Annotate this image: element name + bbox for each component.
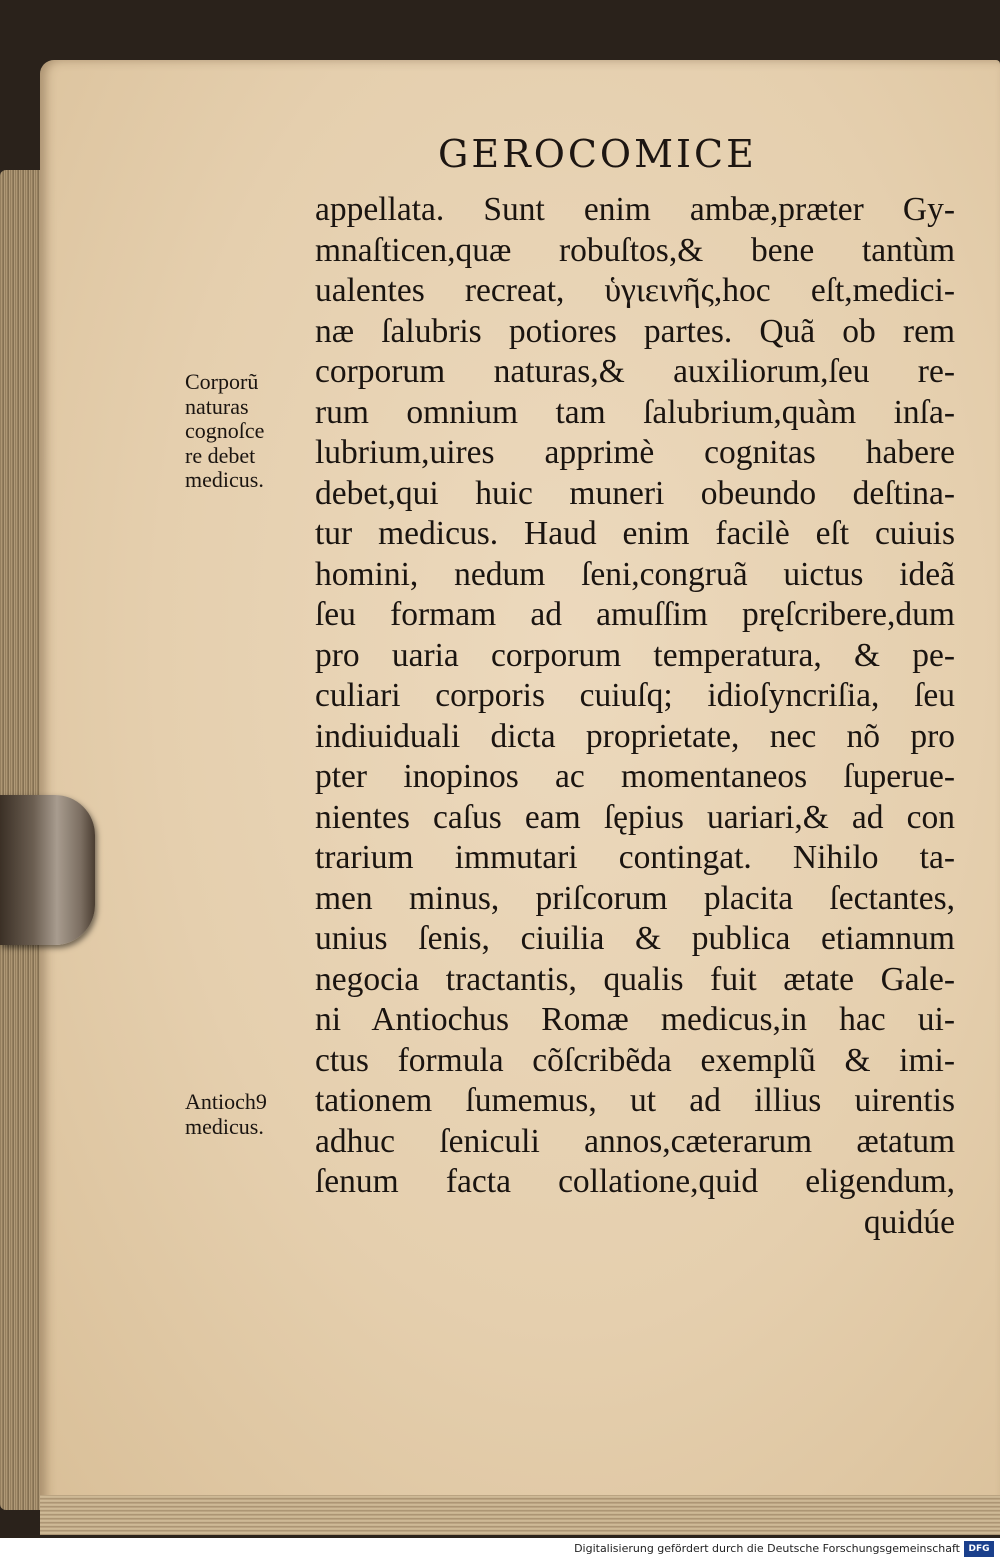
text-line: appellata. Sunt enim ambæ,præter Gy- [315,191,955,228]
catchword: quidúe [863,1203,955,1241]
text-line: mnaſticen,quæ robuſtos,& bene tantùm [315,231,955,269]
text-line: culiari corporis cuiuſq; idioſyncriſia, ſeu [315,677,955,714]
text-line: lubrium,uires apprimè cognitas habere [315,434,955,471]
marginal-note-line: Corporũ [185,369,259,394]
marginal-note-medicus [185,370,264,493]
funding-credit: Digitalisierung gefördert durch die Deutsche Forschungsgemeinschaft [574,1542,960,1555]
text-line: nientes caſus eam ſępius uariari,& ad con [315,798,955,836]
text-line: men minus, priſcorum placita ſectantes, [315,879,955,917]
marginal-note-line: Antioch9 [185,1089,267,1114]
text-line: pro uaria corporum temperatura, & pe- [315,636,955,674]
marginal-note-line: medicus. [185,1113,264,1139]
text-line: ſenum facta collatione,quid eligendum, [315,1163,955,1200]
footer-bar [0,1538,1000,1561]
text-line: unius ſenis, ciuilia & publica etiamnum [315,920,955,957]
text-line: adhuc ſeniculi annos,cæterarum ætatum [315,1122,955,1160]
text-line: trarium immutari contingat. Nihilo ta- [315,839,955,876]
marginal-note-line: medicus. [185,467,264,492]
text-line: debet,qui huic muneri obeundo deſtina- [315,474,955,512]
text-line: negocia tractantis, qualis fuit ætate Gale- [315,960,955,998]
running-title: GEROCOMICE [438,132,757,176]
text-line: ſeu formam ad amuſſim pręſcribere,dum [315,596,955,633]
marginal-note-antiochus [185,1090,267,1139]
text-line: ctus formula cõſcribẽda exemplũ & imi- [315,1041,955,1079]
text-line: tur medicus. Haud enim facilè eſt cuiuis [315,515,955,552]
text-line: homini, nedum ſeni,congruã uictus ideã [315,555,955,593]
text-line: tationem ſumemus, ut ad illius uirentis [315,1082,955,1119]
dfg-logo: DFG [964,1541,994,1557]
marginal-note-line: naturas [185,393,249,419]
text-line: næ ſalubris potiores partes. Quã ob rem [315,312,955,350]
text-line: pter inopinos ac momentaneos ſuperue- [315,758,955,795]
text-line: indiuiduali dicta proprietate, nec nõ pro [315,717,955,755]
text-line: ualentes recreat, ὑγιεινῆς,hoc eſt,medici- [315,272,955,309]
book-bottom-edges [40,1495,1000,1535]
marginal-note-line: re debet [185,442,256,468]
text-line: rum omnium tam ſalubrium,quàm inſa- [315,393,955,431]
page-clip [0,795,95,945]
text-line: ni Antiochus Romæ medicus,in hac ui- [315,1001,955,1038]
marginal-note-line: cognoſce [185,418,265,443]
text-line: corporum naturas,& auxiliorum,ſeu re- [315,353,955,390]
body-text [315,190,955,1243]
